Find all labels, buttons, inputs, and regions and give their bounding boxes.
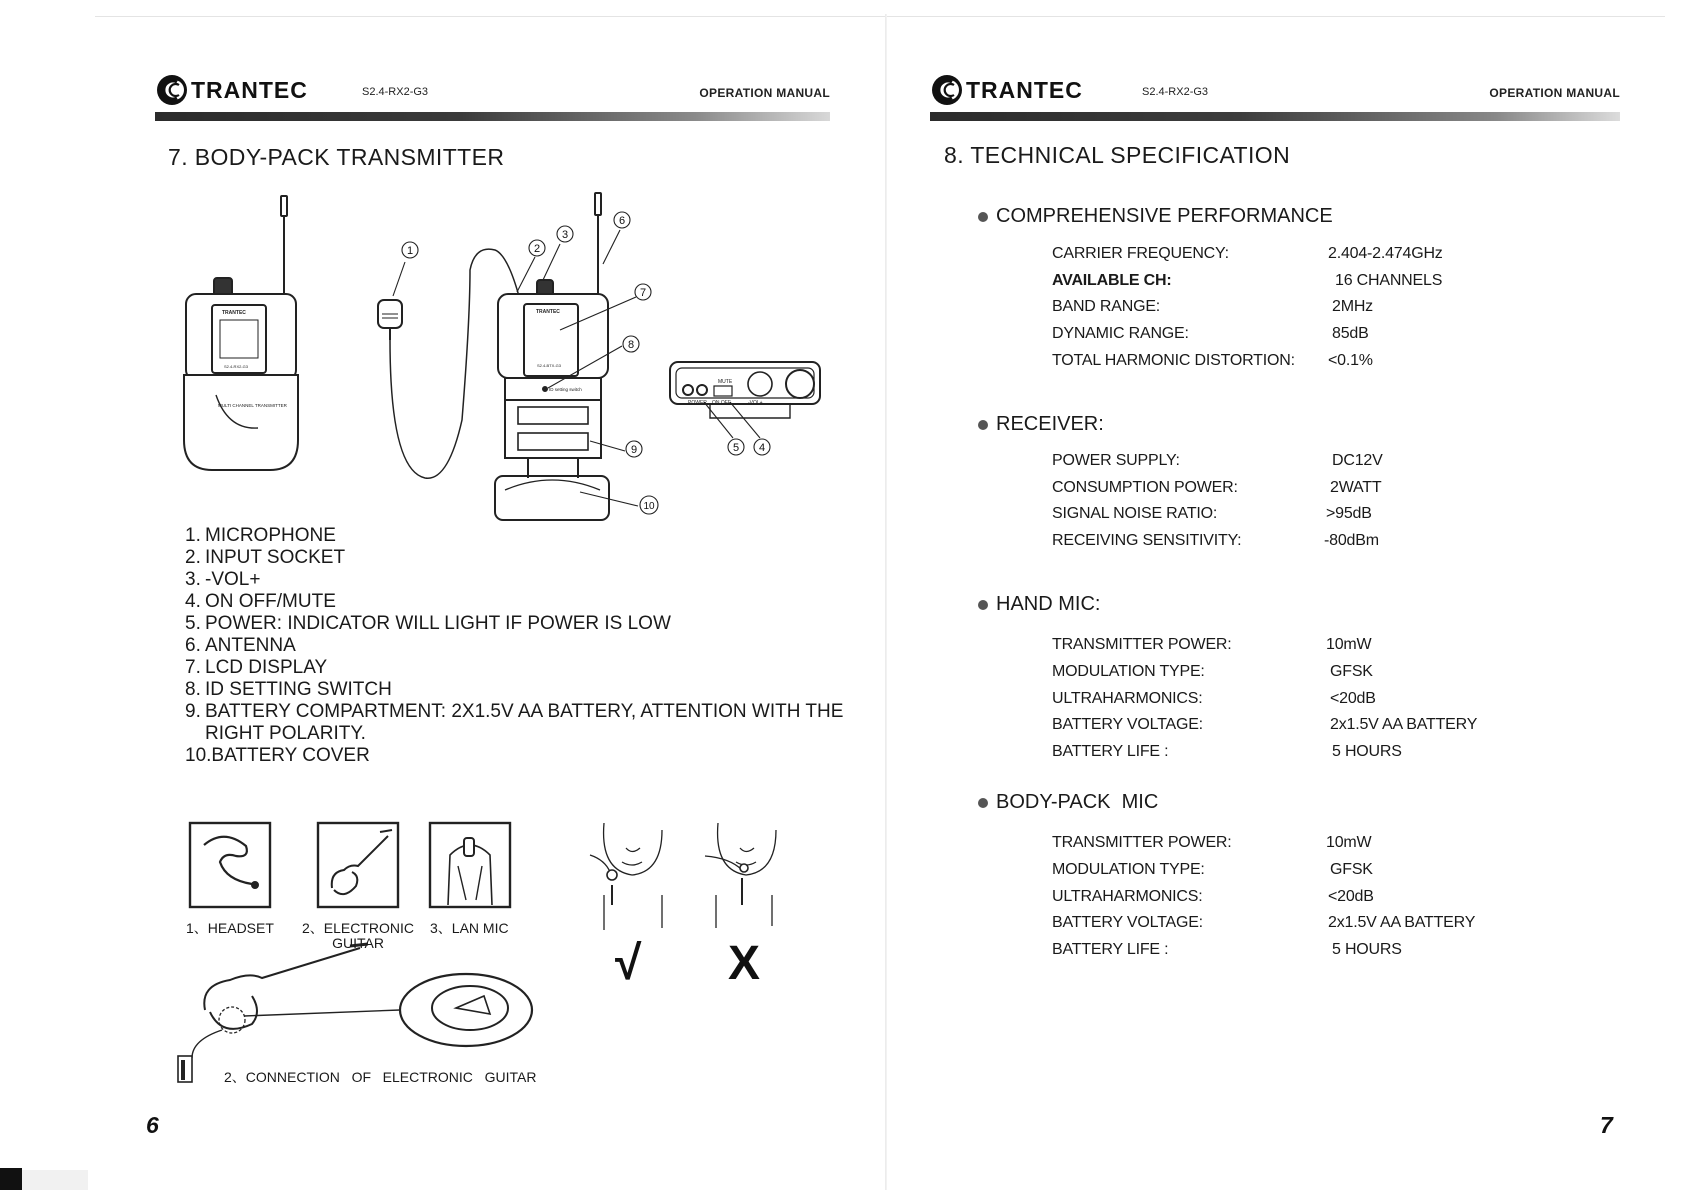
svg-text:1: 1 [406,245,414,257]
bullet-icon [978,798,988,808]
doc-type: OPERATION MANUAL [1489,86,1620,100]
spec-row: ULTRAHARMONICS: <20dB [1052,690,1376,707]
brand-name: TRANTEC [966,76,1083,103]
svg-text:7: 7 [639,287,647,299]
spec-row: MODULATION TYPE: GFSK [1052,663,1373,680]
correct-mark: √ [615,937,642,990]
svg-text:8: 8 [627,339,635,351]
front-pocket-label: MULTI CHANNEL TRANSMITTER [218,403,287,408]
doc-type: OPERATION MANUAL [699,86,830,100]
headset-label: 1、HEADSET [186,920,274,936]
spec-row: BATTERY LIFE : 5 HOURS [1052,743,1402,760]
spec-section-heading: HAND MIC: [978,593,1100,616]
lav-mic-label: 3、LAN MIC [430,920,509,936]
guitar-label-line2: GUITAR [332,935,384,951]
spec-row: POWER SUPPLY: DC12V [1052,452,1383,469]
mute-label: MUTE [718,379,733,385]
list-item: 6. ANTENNA [185,635,296,656]
spec-row: ULTRAHARMONICS: <20dB [1052,888,1374,905]
brand-name: TRANTEC [191,76,308,103]
list-item: 3. -VOL+ [185,569,261,590]
spec-row: AVAILABLE CH: 16 CHANNELS [1052,272,1443,289]
list-item: 10. BATTERY COVER [185,745,370,766]
on-off-label: ON OFF [712,400,731,406]
spec-row: DYNAMIC RANGE: 85dB [1052,325,1369,342]
list-item: 2. INPUT SOCKET [185,547,346,568]
back-logo-label: TRANTEC [536,309,560,315]
section-title: 8. TECHNICAL SPECIFICATION [944,142,1291,168]
spec-row: CARRIER FREQUENCY: 2.404-2.474GHz [1052,245,1443,262]
spec-row: TRANSMITTER POWER: 10mW [1052,636,1372,653]
spec-row: BAND RANGE: 2MHz [1052,298,1373,315]
brand-logo-icon [930,73,964,107]
model-number: S2.4-RX2-G3 [362,86,429,98]
spec-section-heading: BODY-PACK MIC [978,791,1158,814]
svg-text:3: 3 [561,229,569,241]
spec-row: SIGNAL NOISE RATIO: >95dB [1052,505,1372,522]
list-item: 8. ID SETTING SWITCH [185,679,392,700]
spec-section-heading: COMPREHENSIVE PERFORMANCE [978,205,1333,228]
front-logo-label: TRANTEC [222,310,246,316]
list-item-continuation: RIGHT POLARITY. [205,723,366,744]
page-number: 6 [146,1112,159,1138]
id-switch-label: ID setting switch [549,387,582,392]
svg-text:10: 10 [643,501,655,512]
svg-text:5: 5 [732,442,740,454]
page-number: 7 [1600,1112,1613,1138]
wrong-mark: X [728,937,761,990]
spec-row: MODULATION TYPE: GFSK [1052,861,1373,878]
list-item: 1. MICROPHONE [185,525,336,546]
front-model-label: S2.4-RX2-G3 [224,364,249,369]
spec-row: TOTAL HARMONIC DISTORTION: <0.1% [1052,352,1373,369]
bullet-icon [978,212,988,222]
vol-label: -VOL+ [748,400,763,406]
spec-row: TRANSMITTER POWER: 10mW [1052,834,1372,851]
header-rule [930,112,1620,121]
svg-text:2: 2 [533,243,541,255]
guitar-label-line1: 2、ELECTRONIC [302,920,415,936]
svg-text:4: 4 [758,442,766,454]
brand-logo [930,72,1083,108]
model-number: S2.4-RX2-G3 [1142,86,1209,98]
svg-text:9: 9 [630,444,638,456]
list-item: 5. POWER: INDICATOR WILL LIGHT IF POWER IS LOW [185,613,671,634]
back-model-label: S2.4-BTX-G3 [537,363,562,368]
guitar-connection-label: 2、CONNECTION OF ELECTRONIC GUITAR [224,1069,537,1085]
power-label: POWER [688,400,707,406]
bullet-icon [978,600,988,610]
bullet-icon [978,420,988,430]
spec-row: BATTERY LIFE : 5 HOURS [1052,941,1402,958]
list-item: 4. ON OFF/MUTE [185,591,336,612]
spec-section-heading: RECEIVER: [978,413,1104,436]
section-title: 7. BODY-PACK TRANSMITTER [168,144,505,170]
spec-row: CONSUMPTION POWER: 2WATT [1052,479,1382,496]
spec-row: BATTERY VOLTAGE: 2x1.5V AA BATTERY [1052,716,1478,733]
list-item: 9. BATTERY COMPARTMENT: 2X1.5V AA BATTERY, ATTENTION WITH THE [185,701,844,722]
spec-row: RECEIVING SENSITIVITY: -80dBm [1052,532,1379,549]
list-item: 7. LCD DISPLAY [185,657,328,678]
page-header [930,72,1620,112]
spec-row: BATTERY VOLTAGE: 2x1.5V AA BATTERY [1052,914,1476,931]
svg-text:6: 6 [618,215,626,227]
